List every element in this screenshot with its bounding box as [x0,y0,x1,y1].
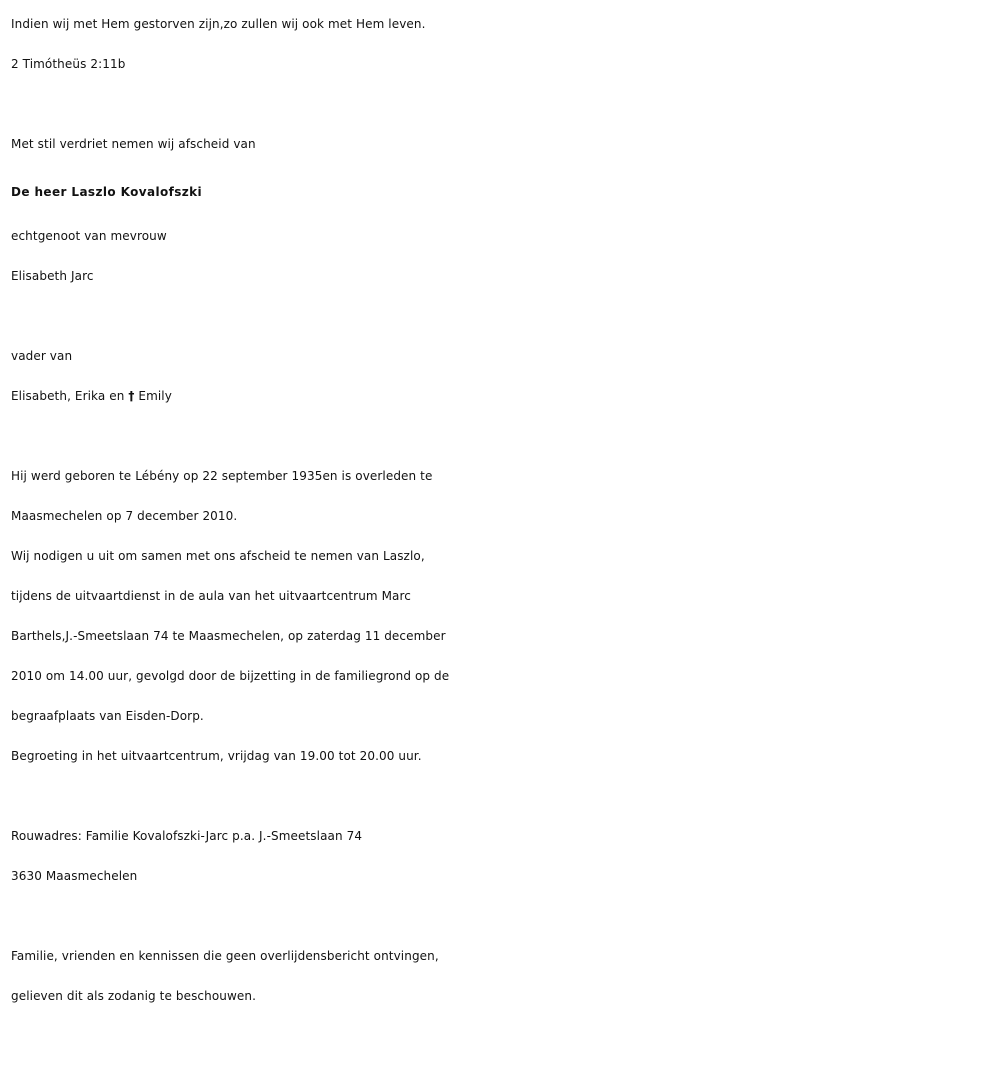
details-line: tijdens de uitvaartdienst in de aula van het uitvaartcentrum Marc [11,589,411,603]
details-line: 2010 om 14.00 uur, gevolgd door de bijzetting in de familiegrond op de [11,669,450,683]
bible-verse: Indien wij met Hem gestorven zijn,zo zullen wij ook met Hem leven. [11,17,426,31]
details-line: Hij werd geboren te Lébény op 22 september 1935en is overleden te [11,469,433,483]
mourning-address-city: 3630 Maasmechelen [11,869,138,883]
children-names-prefix: Elisabeth, Erika en [11,389,129,403]
details-line: Maasmechelen op 7 december 2010. [11,509,238,523]
deceased-name: De heer Laszlo Kovalofszki [11,185,203,199]
details-line: begraafplaats van Eisden-Dorp. [11,709,204,723]
details-line: Begroeting in het uitvaartcentrum, vrijdag van 19.00 tot 20.00 uur. [11,749,422,763]
details-line: Wij nodigen u uit om samen met ons afscheid te nemen van Laszlo, [11,549,425,563]
spacer [11,296,991,336]
bible-reference: 2 Timótheüs 2:11b [11,57,126,71]
spouse-name: Elisabeth Jarc [11,269,94,283]
spacer [11,84,991,124]
spacer [11,416,991,456]
mourning-address: Rouwadres: Familie Kovalofszki-Jarc p.a. J.-Smeetslaan 74 [11,829,363,843]
closing-note: gelieven dit als zodanig te beschouwen. [11,989,256,1003]
details-line: Barthels,J.-Smeetslaan 74 te Maasmechelen, op zaterdag 11 december [11,629,446,643]
children-names-suffix: Emily [134,389,172,403]
obituary-notice [11,4,991,1016]
children-names [11,376,991,416]
spacer [11,776,991,816]
spouse-label: echtgenoot van mevrouw [11,229,167,243]
children-label: vader van [11,349,73,363]
closing-note: Familie, vrienden en kennissen die geen overlijdensbericht ontvingen, [11,949,439,963]
intro-text: Met stil verdriet nemen wij afscheid van [11,137,256,151]
spacer [11,896,991,936]
cross-icon: † [128,389,135,403]
